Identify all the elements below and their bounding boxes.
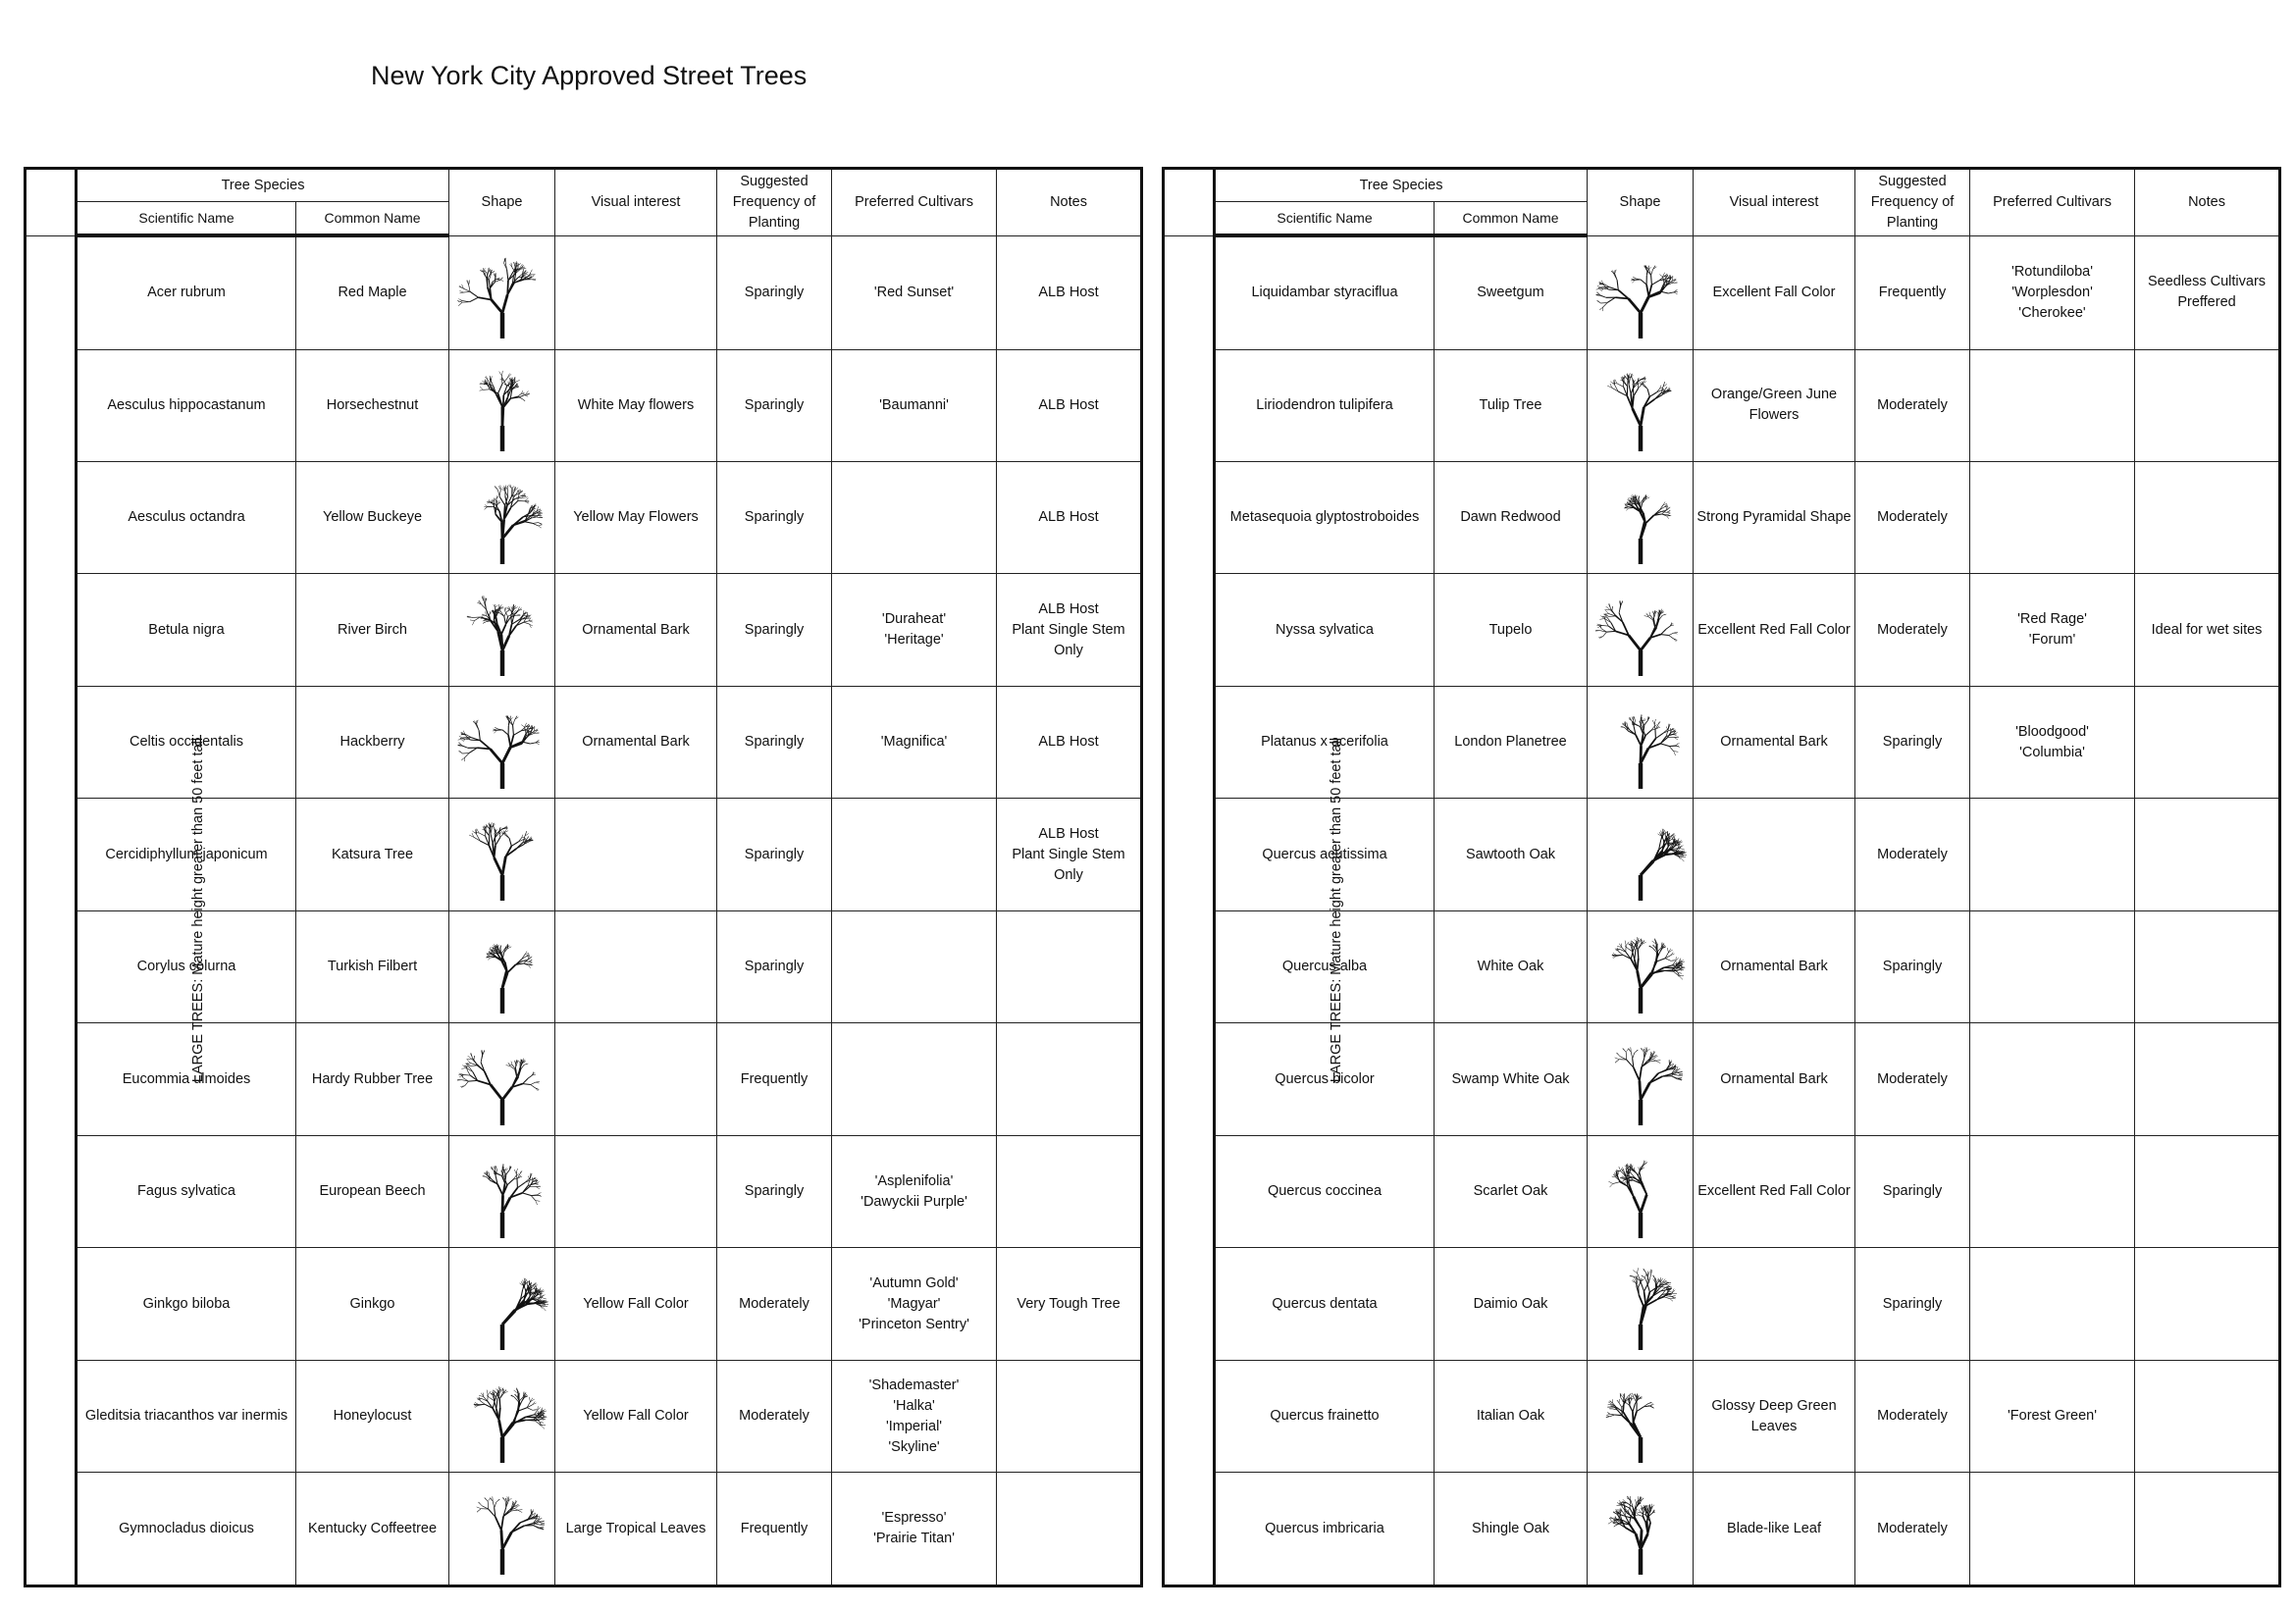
common-name-cell: Scarlet Oak [1435,1135,1588,1247]
tree-silhouette-icon [1590,1368,1691,1466]
visual-interest-cell [1694,799,1855,910]
cultivar-line: 'Red Sunset' [873,284,955,300]
cultivars-cell [832,1023,997,1135]
scientific-name-cell: Corylus colurna [77,910,296,1022]
cultivars-cell [1970,910,2135,1022]
common-name-cell: Honeylocust [296,1360,449,1472]
scientific-name-cell: Gleditsia triacanthos var inermis [77,1360,296,1472]
cultivars-cell [832,462,997,574]
frequency-cell: Sparingly [717,235,832,349]
visual-interest-cell [555,910,717,1022]
right-tree-table [1162,167,2281,1587]
common-name-cell: Hardy Rubber Tree [296,1023,449,1135]
shape-cell [449,462,555,574]
note-line: Plant Single Stem [1012,846,1125,862]
common-name-cell: Katsura Tree [296,799,449,910]
notes-cell [2135,910,2280,1022]
common-name-cell: Shingle Oak [1435,1473,1588,1586]
cultivars-cell [1970,349,2135,461]
table-row [1164,462,2280,574]
tree-silhouette-icon [451,1368,552,1466]
note-line: Preffered [2177,294,2236,310]
visual-interest-cell: Excellent Red Fall Color [1694,1135,1855,1247]
shape-cell [1588,910,1694,1022]
scientific-name-cell: Metasequoia glyptostroboides [1215,462,1435,574]
tree-silhouette-icon [451,581,552,679]
visual-interest-cell: Ornamental Bark [555,574,717,686]
frequency-cell: Moderately [1855,349,1970,461]
header-notes: Notes [997,169,1142,236]
shape-cell [449,799,555,910]
header-visual-interest: Visual interest [1694,169,1855,236]
tree-silhouette-icon [451,1143,552,1241]
common-name-cell: European Beech [296,1135,449,1247]
scientific-name-cell: Cercidiphyllum japonicum [77,799,296,910]
frequency-cell: Moderately [1855,799,1970,910]
cultivars-cell [1970,1023,2135,1135]
tree-silhouette-icon [451,806,552,904]
notes-cell [997,1023,1142,1135]
notes-cell [2135,349,2280,461]
visual-interest-cell [555,799,717,910]
cultivars-cell [832,686,997,798]
tree-silhouette-icon [451,1255,552,1353]
visual-interest-cell: White May flowers [555,349,717,461]
table-row [1164,1360,2280,1472]
notes-cell [2135,1023,2280,1135]
cultivars-cell [1970,1360,2135,1472]
note-line: Only [1054,642,1083,658]
notes-cell [997,1360,1142,1472]
cultivars-cell [832,574,997,686]
shape-cell [449,235,555,349]
notes-cell [2135,686,2280,798]
shape-cell [1588,574,1694,686]
shape-cell [449,1135,555,1247]
right-table-body [1164,235,2280,1586]
notes-cell [997,799,1142,910]
tree-silhouette-icon [451,469,552,567]
frequency-cell: Moderately [1855,1023,1970,1135]
frequency-cell: Sparingly [717,1135,832,1247]
cultivars-cell [832,799,997,910]
frequency-cell: Moderately [1855,1360,1970,1472]
note-line: ALB Host [1038,509,1099,526]
notes-cell [997,910,1142,1022]
table-row [26,1135,1142,1247]
cultivars-cell [1970,686,2135,798]
shape-cell [1588,349,1694,461]
common-name-cell: Sawtooth Oak [1435,799,1588,910]
frequency-cell: Moderately [1855,574,1970,686]
shape-cell [449,1248,555,1360]
scientific-name-cell: Nyssa sylvatica [1215,574,1435,686]
left-tree-table [24,167,1143,1587]
cultivar-line: 'Worplesdon' [2011,284,2093,300]
header-preferred-cultivars: Preferred Cultivars [1970,169,2135,236]
common-name-cell: Tulip Tree [1435,349,1588,461]
table-row [26,574,1142,686]
note-line: ALB Host [1038,825,1099,842]
table-row [26,235,1142,349]
cultivar-line: 'Skyline' [888,1438,940,1455]
notes-cell [2135,1135,2280,1247]
note-line: Plant Single Stem [1012,621,1125,638]
visual-interest-cell [555,235,717,349]
cultivars-cell [1970,462,2135,574]
header-visual-interest: Visual interest [555,169,717,236]
frequency-cell: Frequently [717,1023,832,1135]
cultivars-cell [832,1248,997,1360]
shape-cell [1588,1248,1694,1360]
tree-silhouette-icon [1590,356,1691,454]
visual-interest-cell: Excellent Fall Color [1694,235,1855,349]
frequency-cell: Sparingly [717,686,832,798]
cultivar-line: 'Bloodgood' [2015,723,2089,740]
cultivar-line: 'Magyar' [887,1295,941,1312]
scientific-name-cell: Aesculus octandra [77,462,296,574]
scientific-name-cell: Celtis occidentalis [77,686,296,798]
tree-silhouette-icon [451,1480,552,1578]
common-name-cell: Daimio Oak [1435,1248,1588,1360]
note-line: Ideal for wet sites [2151,621,2263,638]
notes-cell [997,462,1142,574]
visual-interest-cell [555,1135,717,1247]
scientific-name-cell: Eucommia ulmoides [77,1023,296,1135]
scientific-name-cell: Acer rubrum [77,235,296,349]
cultivars-cell [1970,1248,2135,1360]
notes-cell [997,349,1142,461]
common-name-cell: Sweetgum [1435,235,1588,349]
visual-interest-cell [1694,1248,1855,1360]
common-name-cell: Dawn Redwood [1435,462,1588,574]
scientific-name-cell: Quercus alba [1215,910,1435,1022]
cultivars-cell [832,1360,997,1472]
frequency-cell: Sparingly [717,462,832,574]
cultivar-line: 'Duraheat' [881,611,947,628]
note-line: Only [1054,866,1083,883]
note-line: Seedless Cultivars [2147,274,2267,289]
notes-cell [2135,1248,2280,1360]
cultivar-line: 'Forest Green' [2008,1408,2097,1425]
visual-interest-cell: Ornamental Bark [555,686,717,798]
cultivar-line: 'Rotundiloba' [2011,263,2093,280]
cultivar-line: 'Cherokee' [2018,304,2086,321]
table-row [1164,1135,2280,1247]
left-tree-table-panel [24,167,1143,1587]
category-label: LARGE TREES: Mature height greater than 50 feet tall [1329,738,1345,1083]
common-name-cell: Kentucky Coffeetree [296,1473,449,1586]
cultivar-line: 'Shademaster' [868,1377,960,1393]
notes-cell [997,574,1142,686]
scientific-name-cell: Liquidambar styraciflua [1215,235,1435,349]
common-name-cell: Ginkgo [296,1248,449,1360]
note-line: ALB Host [1038,284,1099,300]
tree-silhouette-icon [451,694,552,792]
tree-silhouette-icon [451,918,552,1016]
shape-cell [449,1023,555,1135]
notes-cell [2135,235,2280,349]
header-preferred-cultivars: Preferred Cultivars [832,169,997,236]
scientific-name-cell: Platanus x acerifolia [1215,686,1435,798]
common-name-cell: Turkish Filbert [296,910,449,1022]
right-tree-table-panel [1162,167,2281,1587]
header-tree-species: Tree Species [77,169,449,202]
tree-silhouette-icon [1590,581,1691,679]
header-shape: Shape [1588,169,1694,236]
visual-interest-cell: Excellent Red Fall Color [1694,574,1855,686]
table-row [1164,1248,2280,1360]
visual-interest-cell: Yellow May Flowers [555,462,717,574]
table-row [26,1473,1142,1586]
visual-interest-cell [555,1023,717,1135]
visual-interest-cell: Ornamental Bark [1694,686,1855,798]
notes-cell [997,1248,1142,1360]
document-title: New York City Approved Street Trees [371,61,808,90]
common-name-cell: Horsechestnut [296,349,449,461]
tree-silhouette-icon [1590,694,1691,792]
common-name-cell: Red Maple [296,235,449,349]
header-scientific-name: Scientific Name [1215,202,1435,236]
cultivar-line: 'Espresso' [881,1510,947,1527]
header-blank-cell [26,169,77,236]
notes-cell [997,686,1142,798]
cultivars-cell [1970,799,2135,910]
cultivar-line: 'Imperial' [885,1418,943,1434]
notes-cell [2135,574,2280,686]
tree-silhouette-icon [1590,1480,1691,1578]
scientific-name-cell: Quercus imbricaria [1215,1473,1435,1586]
shape-cell [1588,1023,1694,1135]
header-common-name: Common Name [1435,202,1588,236]
frequency-cell: Sparingly [1855,1248,1970,1360]
shape-cell [449,1473,555,1586]
cultivar-line: 'Magnifica' [880,734,948,751]
notes-cell [2135,1473,2280,1586]
tree-silhouette-icon [451,1030,552,1128]
tree-silhouette-icon [451,356,552,454]
cultivars-cell [1970,1473,2135,1586]
scientific-name-cell: Ginkgo biloba [77,1248,296,1360]
cultivars-cell [832,349,997,461]
common-name-cell: Swamp White Oak [1435,1023,1588,1135]
shape-cell [1588,1135,1694,1247]
scientific-name-cell: Quercus acutissima [1215,799,1435,910]
note-line: ALB Host [1038,734,1099,751]
header-tree-species: Tree Species [1215,169,1588,202]
cultivars-cell [1970,235,2135,349]
frequency-cell: Sparingly [717,910,832,1022]
shape-cell [449,1360,555,1472]
visual-interest-cell: Ornamental Bark [1694,910,1855,1022]
cultivar-line: 'Prairie Titan' [873,1531,955,1547]
notes-cell [2135,462,2280,574]
common-name-cell: White Oak [1435,910,1588,1022]
visual-interest-cell: Yellow Fall Color [555,1248,717,1360]
cultivar-line: 'Red Rage' [2017,611,2087,628]
header-frequency: Suggested Frequency of Planting [717,169,832,236]
scientific-name-cell: Quercus frainetto [1215,1360,1435,1472]
scientific-name-cell: Gymnocladus dioicus [77,1473,296,1586]
left-table-body [26,235,1142,1586]
scientific-name-cell: Quercus coccinea [1215,1135,1435,1247]
visual-interest-cell: Orange/Green June Flowers [1694,349,1855,461]
note-line: ALB Host [1038,600,1099,617]
shape-cell [1588,799,1694,910]
note-line: ALB Host [1038,396,1099,413]
frequency-cell: Frequently [717,1473,832,1586]
table-row [1164,349,2280,461]
common-name-cell: River Birch [296,574,449,686]
header-notes: Notes [2135,169,2280,236]
table-row [1164,574,2280,686]
cultivar-line: 'Dawyckii Purple' [861,1193,967,1210]
frequency-cell: Sparingly [1855,1135,1970,1247]
cultivars-cell [832,1135,997,1247]
visual-interest-cell: Strong Pyramidal Shape [1694,462,1855,574]
cultivars-cell [1970,574,2135,686]
frequency-cell: Sparingly [1855,686,1970,798]
table-row [1164,1473,2280,1586]
tree-silhouette-icon [1590,806,1691,904]
notes-cell [997,235,1142,349]
cultivars-cell [832,235,997,349]
frequency-cell: Moderately [1855,462,1970,574]
shape-cell [1588,1473,1694,1586]
scientific-name-cell: Quercus bicolor [1215,1023,1435,1135]
frequency-cell: Moderately [1855,1473,1970,1586]
tree-silhouette-icon [1590,918,1691,1016]
visual-interest-cell: Yellow Fall Color [555,1360,717,1472]
tree-silhouette-icon [1590,1255,1691,1353]
common-name-cell: Tupelo [1435,574,1588,686]
header-scientific-name: Scientific Name [77,202,296,236]
cultivar-line: 'Autumn Gold' [869,1274,959,1291]
notes-cell [2135,1360,2280,1472]
table-row [26,1360,1142,1472]
shape-cell [449,574,555,686]
notes-cell [997,1135,1142,1247]
shape-cell [1588,1360,1694,1472]
shape-cell [449,686,555,798]
frequency-cell: Sparingly [717,349,832,461]
cultivar-line: 'Baumanni' [879,396,949,413]
shape-cell [1588,235,1694,349]
cultivar-line: 'Asplenifolia' [874,1172,954,1189]
table-row [26,1248,1142,1360]
cultivar-line: 'Halka' [893,1397,935,1414]
frequency-cell: Frequently [1855,235,1970,349]
frequency-cell: Sparingly [717,799,832,910]
visual-interest-cell: Ornamental Bark [1694,1023,1855,1135]
tree-silhouette-icon [1590,1143,1691,1241]
frequency-cell: Sparingly [717,574,832,686]
table-row [26,349,1142,461]
frequency-cell: Sparingly [1855,910,1970,1022]
cultivar-line: 'Columbia' [2019,744,2085,760]
scientific-name-cell: Aesculus hippocastanum [77,349,296,461]
visual-interest-cell: Large Tropical Leaves [555,1473,717,1586]
scientific-name-cell: Betula nigra [77,574,296,686]
header-common-name: Common Name [296,202,449,236]
visual-interest-cell: Glossy Deep Green Leaves [1694,1360,1855,1472]
table-row [26,462,1142,574]
tree-silhouette-icon [1590,1030,1691,1128]
shape-cell [449,910,555,1022]
tree-silhouette-icon [451,243,552,341]
cultivar-line: 'Princeton Sentry' [859,1316,969,1332]
header-shape: Shape [449,169,555,236]
tree-silhouette-icon [1590,469,1691,567]
header-blank-cell [1164,169,1215,236]
frequency-cell: Moderately [717,1248,832,1360]
cultivars-cell [832,910,997,1022]
shape-cell [1588,686,1694,798]
scientific-name-cell: Quercus dentata [1215,1248,1435,1360]
category-label: LARGE TREES: Mature height greater than 50 feet tall [190,738,207,1083]
visual-interest-cell: Blade-like Leaf [1694,1473,1855,1586]
common-name-cell: Hackberry [296,686,449,798]
scientific-name-cell: Fagus sylvatica [77,1135,296,1247]
tree-silhouette-icon [1590,243,1691,341]
cultivars-cell [1970,1135,2135,1247]
shape-cell [449,349,555,461]
notes-cell [2135,799,2280,910]
cultivar-line: 'Heritage' [884,632,944,649]
common-name-cell: Yellow Buckeye [296,462,449,574]
common-name-cell: Italian Oak [1435,1360,1588,1472]
scientific-name-cell: Liriodendron tulipifera [1215,349,1435,461]
common-name-cell: London Planetree [1435,686,1588,798]
header-frequency: Suggested Frequency of Planting [1855,169,1970,236]
frequency-cell: Moderately [717,1360,832,1472]
table-row [1164,235,2280,349]
note-line: Very Tough Tree [1017,1295,1121,1312]
cultivar-line: 'Forum' [2028,632,2076,649]
cultivars-cell [832,1473,997,1586]
notes-cell [997,1473,1142,1586]
shape-cell [1588,462,1694,574]
